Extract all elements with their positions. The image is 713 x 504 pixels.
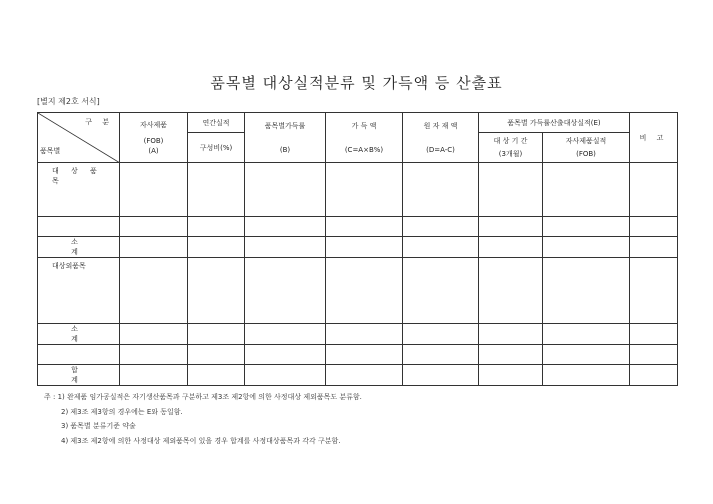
note-text: 3) 품목별 분류기준 약술: [61, 422, 136, 430]
earned-amount-header: [326, 113, 403, 163]
earned-amount-formula: (C=A×B%): [344, 145, 384, 154]
note-text: 4) 제3조 제2항에 의한 사정대상 제외품목이 있을 경우 합계를 사정대상품목과 각각 구분함.: [61, 436, 341, 445]
composition-ratio-label: 구성비(%): [199, 143, 233, 152]
table-row: [38, 324, 678, 345]
target-period-header: [479, 133, 543, 163]
target-period-title: 대 상 기 간: [493, 137, 528, 145]
own-product-record-header: [543, 133, 630, 163]
notes-prefix: 주 :: [44, 393, 58, 401]
target-period-months: (3개월): [498, 150, 523, 158]
item-rate-header: [245, 113, 326, 163]
own-product-header: [120, 113, 188, 163]
annual-record-header: [188, 113, 245, 133]
own-product-record-fob: (FOB): [576, 150, 596, 158]
own-product-fob: (FOB): [143, 136, 164, 145]
note-text: 1) 완제품 임가공실적은 자기생산품목과 구분하고 제3조 제2항에 의한 사정대상 제외품목도 분류함.: [57, 393, 362, 401]
table-row: [38, 365, 678, 386]
item-rate-title: 품목별가득률: [264, 121, 306, 130]
annual-record-label: 연간실적: [202, 118, 230, 127]
table-row: [38, 345, 678, 365]
note-item: [44, 390, 362, 405]
subtotal-label: 소 계: [38, 237, 120, 258]
own-product-code: (A): [148, 146, 159, 155]
non-target-items-label: 대상외품목: [38, 258, 120, 324]
remarks-label: 비 고: [639, 133, 668, 142]
own-product-title: 자사제품: [139, 120, 168, 129]
table-row: [38, 217, 678, 237]
table-row: [38, 237, 678, 258]
gubun-label: 구 분: [85, 118, 113, 126]
table-row: [38, 163, 678, 217]
pummok-label: 품목별: [40, 147, 61, 155]
own-product-record-title: 자사제품실적: [565, 137, 607, 145]
remarks-header: [630, 113, 678, 163]
raw-material-formula: (D=A-C): [426, 145, 455, 154]
rate-target-group-label: 품목별 가득률산출대상실적(E): [507, 118, 601, 127]
notes: [44, 390, 362, 448]
subtotal-label: 소 계: [38, 324, 120, 345]
composition-ratio-header: [188, 133, 245, 163]
earned-amount-title: 가 득 액: [351, 121, 377, 130]
raw-material-title: 원 자 재 액: [423, 121, 458, 130]
calculation-table: [37, 112, 678, 386]
item-rate-code: (B): [279, 145, 291, 154]
table-row: [38, 258, 678, 324]
note-item: [44, 405, 362, 420]
document-title: 품목별 대상실적분류 및 가득액 등 산출표: [210, 74, 503, 92]
note-text: 2) 제3조 제3항의 경우에는 E와 동일함.: [61, 407, 183, 416]
raw-material-header: [403, 113, 479, 163]
note-item: [44, 434, 362, 449]
note-item: [44, 419, 362, 434]
gubun-header-cell: [38, 113, 120, 163]
total-label: 합 계: [38, 365, 120, 386]
target-items-label: 대 상 품 목: [38, 163, 120, 217]
form-label: [별지 제2호 서식]: [37, 97, 100, 106]
rate-target-group-header: [479, 113, 630, 133]
